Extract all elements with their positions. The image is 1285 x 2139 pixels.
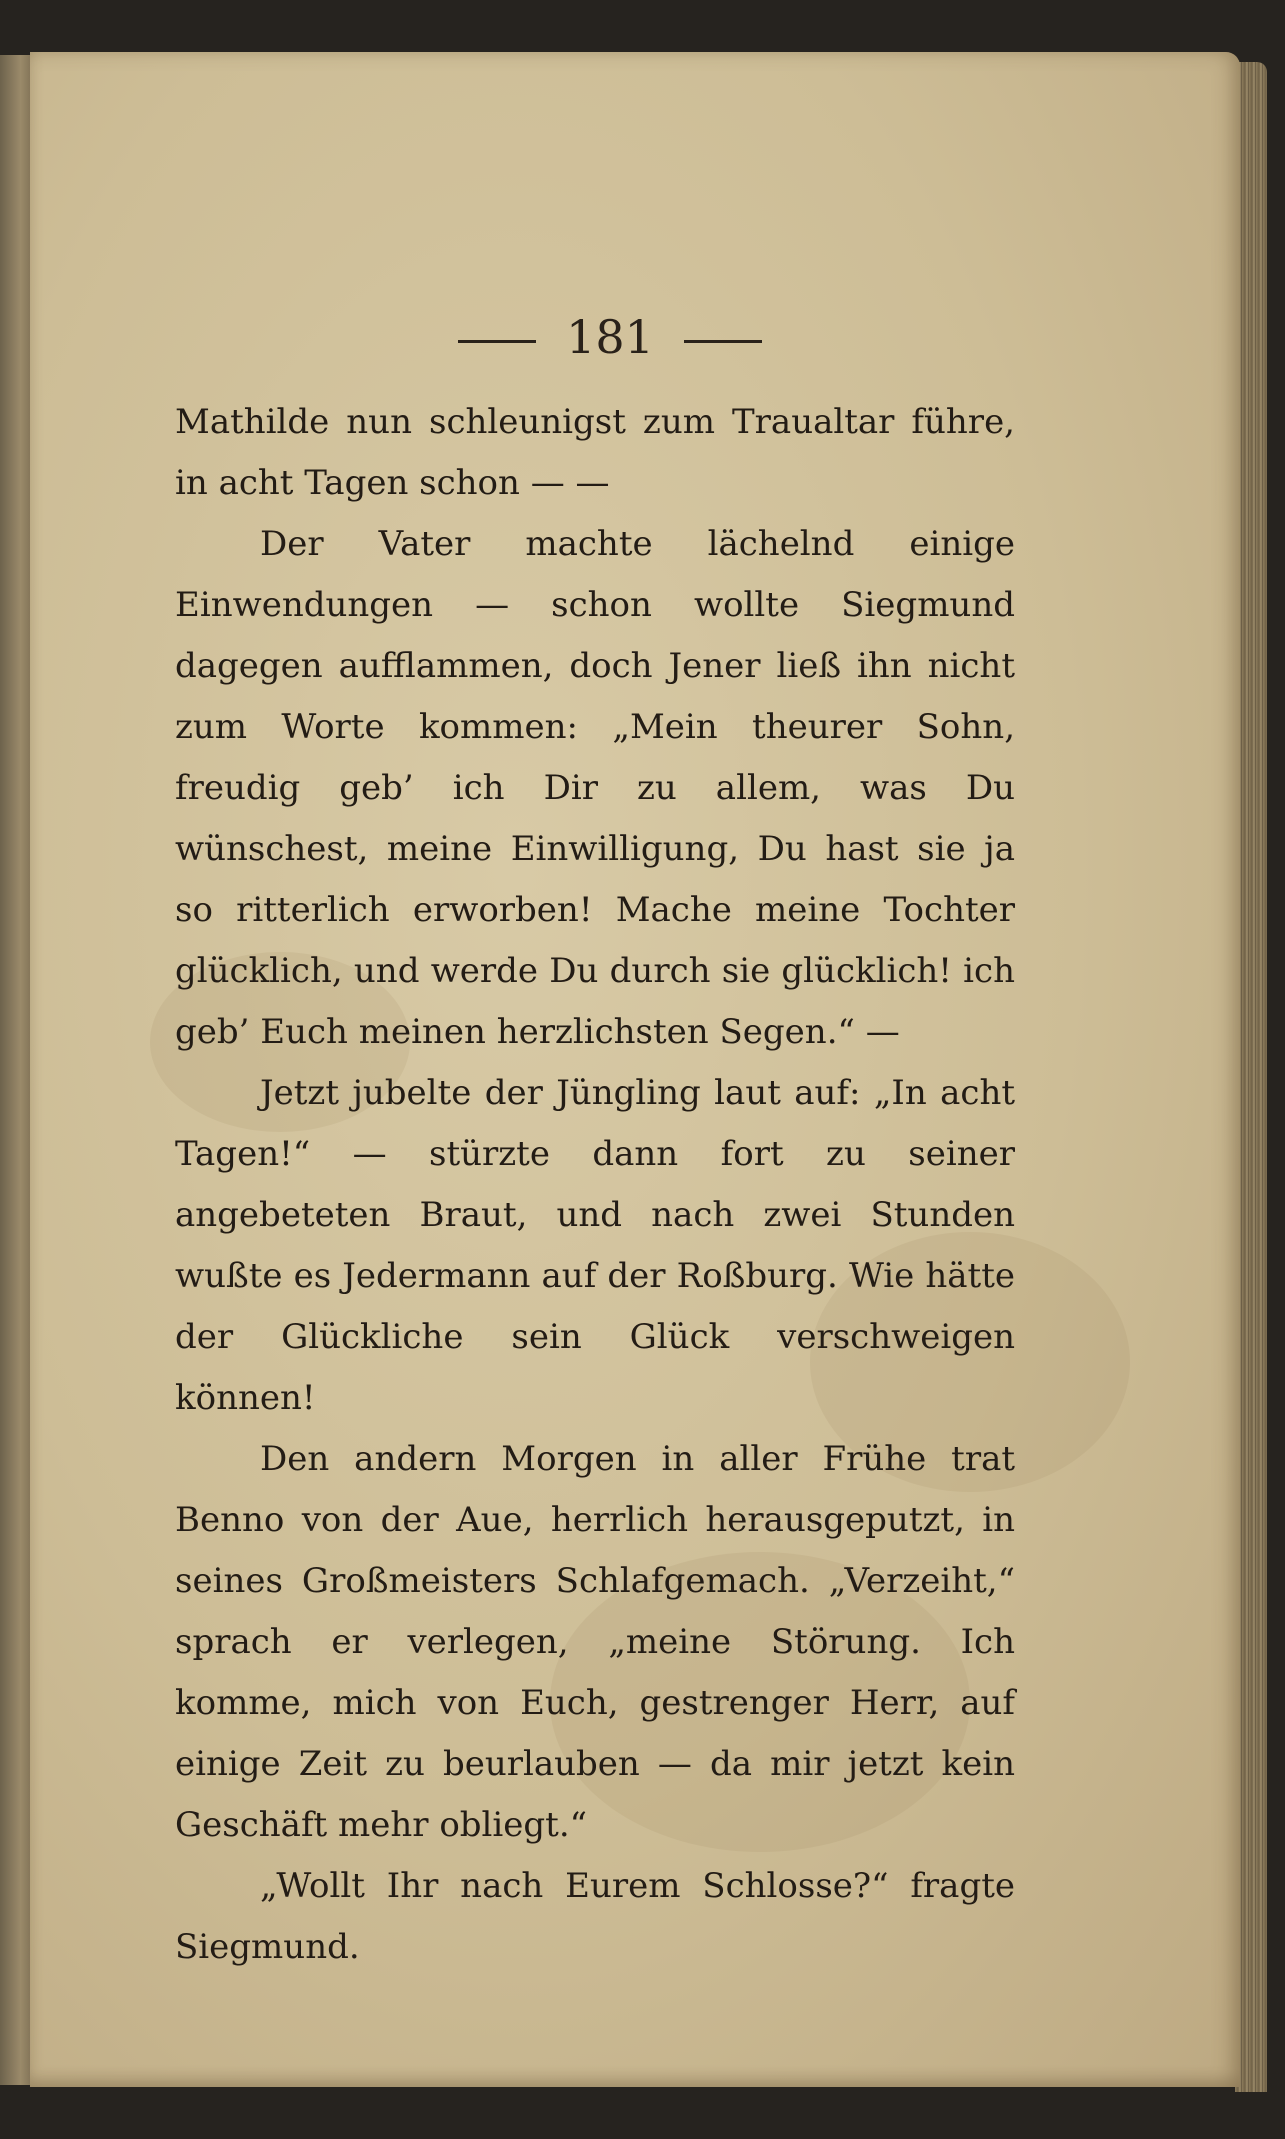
body-text — [175, 392, 1015, 1978]
book-page — [30, 52, 1240, 2087]
paragraph: Mathilde nun schleunigst zum Traualtar führe, in acht Tagen schon — — — [175, 402, 1015, 503]
previous-page-edge — [0, 55, 34, 2085]
header-dash-right — [684, 340, 762, 343]
paragraph: Der Vater machte lächelnd einige Einwendungen — schon wollte Siegmund dagegen aufflammen, doch Jener ließ ihn nicht zum Worte kommen: „Mein theurer Sohn, freudig geb’ ich Dir zu allem, was Du wünschest, meine Einwilligung, Du hast sie ja so ritterlich erworben! Mache meine Tochter glücklich, und werde Du durch sie glücklich! ich geb’ Euch meinen herzlichsten Segen.“ — — [175, 524, 1015, 1052]
page-header — [30, 310, 1190, 364]
paragraph: Jetzt jubelte der Jüngling laut auf: „In acht Tagen!“ — stürzte dann fort zu seiner angebeteten Braut, und nach zwei Stunden wußte es Jedermann auf der Roßburg. Wie hätte der Glückliche sein Glück verschweigen können! — [175, 1073, 1015, 1418]
header-dash-left — [458, 340, 536, 343]
page-number: 181 — [566, 310, 654, 364]
paragraph: „Wollt Ihr nach Eurem Schlosse?“ fragte Siegmund. — [175, 1866, 1015, 1967]
paragraph: Den andern Morgen in aller Frühe trat Benno von der Aue, herrlich herausgeputzt, in seines Großmeisters Schlafgemach. „Verzeiht,“ sprach er verlegen, „meine Störung. Ich komme, mich von Euch, gestrenger Herr, auf einige Zeit zu beurlauben — da mir jetzt kein Geschäft mehr obliegt.“ — [175, 1439, 1015, 1845]
